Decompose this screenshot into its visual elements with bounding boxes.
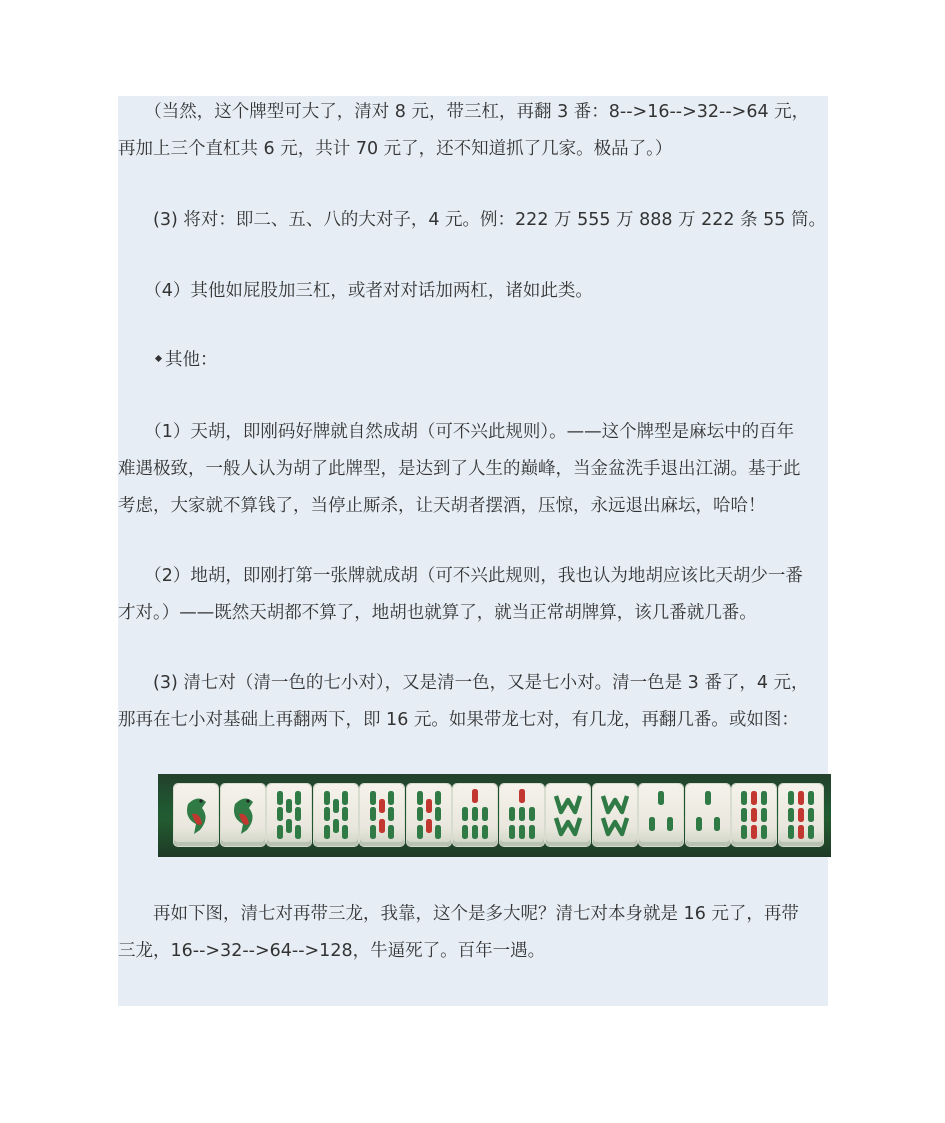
section-heading-others — [156, 342, 868, 379]
tile-face-icon — [407, 784, 451, 846]
mahjong-tile — [546, 784, 590, 846]
mahjong-tile — [174, 784, 218, 846]
mahjong-tile — [500, 784, 544, 846]
text-line: （1）天胡，即刚码好牌就自然成胡（可不兴此规则）。——这个牌型是麻坛中的百年 — [118, 422, 795, 442]
heading-text: 其他： — [165, 350, 218, 370]
text-line: 考虑，大家就不算钱了，当停止厮杀，让天胡者摆酒，压惊，永远退出麻坛，哈哈！ — [118, 496, 766, 516]
mahjong-tile — [732, 784, 776, 846]
text-line: （2）地胡，即刚打第一张牌就成胡（可不兴此规则，我也认为地胡应该比天胡少一番 — [118, 566, 803, 586]
diamond-bullet-icon — [155, 354, 162, 361]
mahjong-tile — [407, 784, 451, 846]
paragraph-three-dragons — [118, 896, 830, 970]
tile-face-icon — [453, 784, 497, 846]
mahjong-tile — [360, 784, 404, 846]
tile-face-icon — [686, 784, 730, 846]
text-line: (3) 清七对（清一色的七小对），又是清一色，又是七小对。清一色是 3 番了，4 元， — [118, 673, 809, 693]
mahjong-tile — [639, 784, 683, 846]
text-line: （4）其他如屁股加三杠，或者对对话加两杠，诸如此类。 — [118, 281, 593, 301]
mahjong-tiles-photo — [158, 774, 831, 857]
tile-face-icon — [639, 784, 683, 846]
mahjong-tile — [314, 784, 358, 846]
mahjong-tile — [779, 784, 823, 846]
mahjong-tile — [221, 784, 265, 846]
text-line: (3) 将对：即二、五、八的大对子，4 元。例：222 万 555 万 888 万 222 条 55 筒。 — [118, 210, 826, 230]
text-line: 再加上三个直杠共 6 元，共计 70 元了，还不知道抓了几家。极品了。） — [118, 139, 673, 159]
mahjong-tile — [453, 784, 497, 846]
tile-face-icon — [360, 784, 404, 846]
paragraph-others-gang — [118, 273, 830, 310]
paragraph-jiang-dui — [118, 202, 830, 239]
tile-face-icon — [779, 784, 823, 846]
paragraph-max-hand-note — [118, 94, 830, 168]
tile-face-icon — [593, 784, 637, 846]
tile-face-icon — [174, 784, 218, 846]
text-line: 再如下图，清七对再带三龙，我靠，这个是多大呢？清七对本身就是 16 元了，再带 — [118, 904, 799, 924]
paragraph-qing-qi-dui — [118, 665, 830, 739]
tile-face-icon — [314, 784, 358, 846]
tile-face-icon — [267, 784, 311, 846]
mahjong-tile — [267, 784, 311, 846]
text-line: 那再在七小对基础上再翻两下，即 16 元。如果带龙七对，有几龙，再翻几番。或如图： — [118, 710, 799, 730]
mahjong-tile — [686, 784, 730, 846]
mahjong-tile — [593, 784, 637, 846]
paragraph-di-hu — [118, 558, 830, 632]
text-line: 三龙，16-->32-->64-->128，牛逼死了。百年一遇。 — [118, 941, 546, 961]
tile-face-icon — [732, 784, 776, 846]
tile-face-icon — [221, 784, 265, 846]
tile-face-icon — [546, 784, 590, 846]
text-line: 才对。）——既然天胡都不算了，地胡也就算了，就当正常胡牌算，该几番就几番。 — [118, 603, 757, 623]
text-line: 难遇极致，一般人认为胡了此牌型，是达到了人生的巅峰，当金盆洗手退出江湖。基于此 — [118, 459, 801, 479]
text-line: （当然，这个牌型可大了，清对 8 元，带三杠，再翻 3 番：8-->16-->32-->64 元， — [118, 102, 810, 122]
tile-face-icon — [500, 784, 544, 846]
paragraph-tian-hu — [118, 414, 830, 525]
